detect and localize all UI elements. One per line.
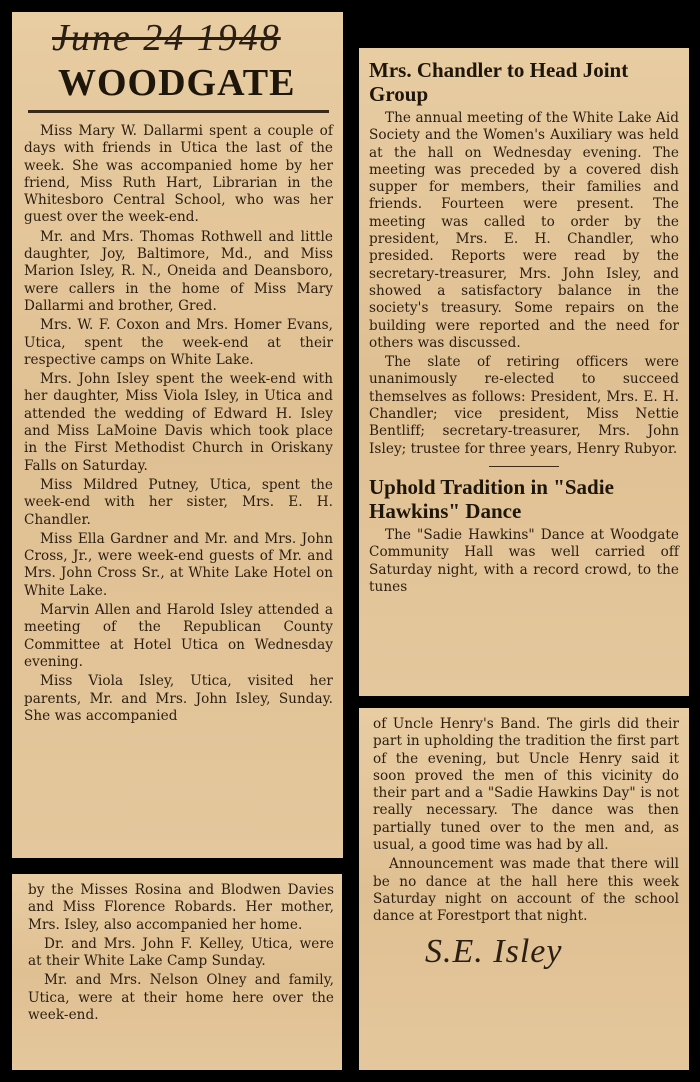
paragraph: of Uncle Henry's Band. The girls did their part in upholding the tradition the first part of the evening, but Uncle Henry said it soon proved the men of this vicinity do their part and a "Sadie Hawkins Day" is not really necessary. The dance was then partially tuned over to the men and, as usual, a good time was had by all. — [373, 716, 679, 854]
title-rule — [28, 110, 329, 113]
paragraph: by the Misses Rosina and Blodwen Davies and Miss Florence Robards. Her mother, Mrs. Isley, also accompanied her home. — [28, 882, 334, 933]
headline: Mrs. Chandler to Head Joint Group — [369, 58, 629, 106]
section-divider — [489, 466, 559, 467]
clipping-woodgate — [12, 12, 343, 858]
clipping-woodgate-continued — [12, 874, 342, 1070]
paragraph: Marvin Allen and Harold Isley attended a meeting of the Republican County Committee at Hotel Utica on Wednesday evening. — [24, 602, 333, 670]
clipping-sadie-hawkins-continued — [359, 708, 689, 1070]
paragraph: Mrs. John Isley spent the week-end with her daughter, Miss Viola Isley, in Utica and attended the wedding of Edward H. Isley and Miss LaMoine Davis which took place in the First Methodist Church in Oriskany Falls on Saturday. — [24, 371, 333, 474]
paragraph: Mr. and Mrs. Thomas Rothwell and little daughter, Joy, Baltimore, Md., and Miss Marion Isley, R. N., Oneida and Deansboro, were callers in the home of Miss Mary Dallarmi and brother, Gred. — [24, 228, 333, 314]
handwritten-signature: S.E. Isley — [425, 932, 563, 970]
clipping-chandler — [359, 48, 689, 696]
paragraph: Miss Mildred Putney, Utica, spent the week-end with her sister, Mrs. E. H. Chandler. — [24, 476, 333, 528]
paragraph: The slate of retiring officers were unanimously re-elected to succeed themselves as follows: President, Mrs. E. H. Chandler; vice president, Miss Nettie Bentliff; secretary-treasurer, Mrs. John Isley; trustee for three years, Henry Rubyor. — [369, 354, 679, 457]
paragraph: Miss Ella Gardner and Mr. and Mrs. John Cross, Jr., were week-end guests of Mr. and Mrs. John Cross Sr., at White Lake Hotel on White Lake. — [24, 530, 333, 599]
paragraph: Mrs. W. F. Coxon and Mrs. Homer Evans, Utica, spent the week-end at their respective camps on White Lake. — [24, 317, 333, 368]
paragraph: Miss Mary W. Dallarmi spent a couple of days with friends in Utica the last of the week. She was accompanied home by her friend, Miss Ruth Hart, Librarian in the Whitesboro Central School, who was her guest over the week-end. — [24, 123, 333, 226]
paragraph: Miss Viola Isley, Utica, visited her parents, Mr. and Mrs. John Isley, Sunday. She was accompanied — [24, 673, 333, 724]
paragraph: The annual meeting of the White Lake Aid Society and the Women's Auxiliary was held at the hall on Wednesday evening. The meeting was preceded by a covered dish supper for members, their families and friends. Fourteen were present. The meeting was called to order by the president, Mrs. E. H. Chandler, who presided. Reports were read by the secretary-treasurer, Mrs. John Isley, and showed a satisfactory balance in the society's treasury. Some repairs on the building were reported and the need for others was discussed. — [369, 110, 679, 351]
headline: Uphold Tradition in "Sadie Hawkins" Dance — [369, 474, 614, 523]
paragraph: Announcement was made that there will be no dance at the hall here this week Saturday night on account of the school dance at Forestport that night. — [373, 856, 679, 925]
paragraph: Dr. and Mrs. John F. Kelley, Utica, were at their White Lake Camp Sunday. — [28, 935, 334, 970]
paragraph: Mr. and Mrs. Nelson Olney and family, Utica, were at their home here over the week-end. — [28, 972, 334, 1024]
column-title: WOODGATE — [58, 62, 296, 104]
paragraph: The "Sadie Hawkins" Dance at Woodgate Community Hall was well carried off Saturday night, with a record crowd, to the tunes — [369, 526, 679, 595]
handwritten-date: June 24 1948 — [52, 17, 281, 59]
